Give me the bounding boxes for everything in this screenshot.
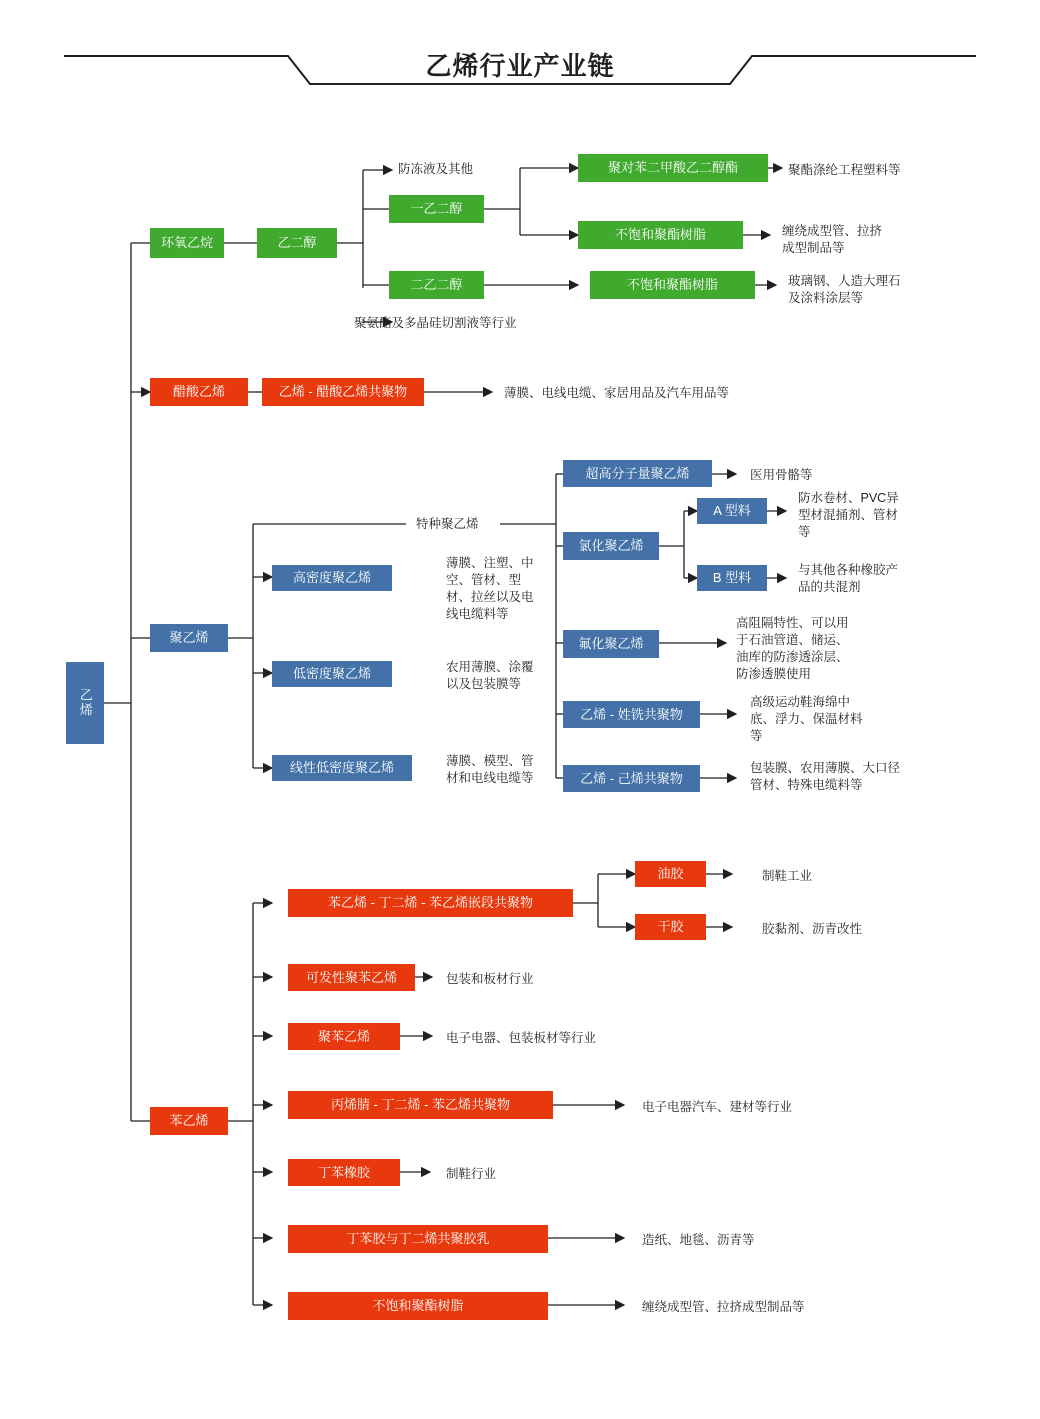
node-upr-styrene[interactable]: 不饱和聚酯树脂 xyxy=(288,1292,548,1320)
node-fluorinated-pe[interactable]: 氟化聚乙烯 xyxy=(563,630,659,658)
label-lldpe-products: 薄膜、模型、管材和电线电缆等 xyxy=(446,754,534,785)
label-upr-1-products: 缠绕成型管、拉挤成型制品等 xyxy=(782,224,883,255)
node-mono-ethylene-glycol[interactable]: 一乙二醇 xyxy=(389,195,484,223)
label-ethylene-vinyl-copolymer-products: 高级运动鞋海绵中底、浮力、保温材料等 xyxy=(750,695,863,743)
node-di-ethylene-glycol[interactable]: 二乙二醇 xyxy=(389,271,484,299)
node-styrene[interactable]: 苯乙烯 xyxy=(150,1107,228,1135)
node-polyethylene[interactable]: 聚乙烯 xyxy=(150,624,228,652)
node-upr-2[interactable]: 不饱和聚酯树脂 xyxy=(590,271,755,299)
label-eva-products: 薄膜、电线电缆、家居用品及汽车用品等 xyxy=(504,386,730,400)
node-ethylene-vinyl-copolymer[interactable]: 乙烯 - 姓铣共聚物 xyxy=(563,701,700,728)
label-fluorinated-pe-products: 高阻隔特性、可以用于石油管道、储运、油库的防渗透涂层、防渗透膜使用 xyxy=(736,616,849,681)
node-eva-copolymer[interactable]: 乙烯 - 醋酸乙烯共聚物 xyxy=(262,378,424,406)
node-sbr[interactable]: 丁苯橡胶 xyxy=(288,1159,400,1186)
node-specialty-pe[interactable]: 特种聚乙烯 xyxy=(416,516,479,531)
node-lldpe[interactable]: 线性低密度聚乙烯 xyxy=(272,755,412,781)
label-ps-products: 电子电器、包装板材等行业 xyxy=(446,1031,597,1045)
node-ethylene-glycol[interactable]: 乙二醇 xyxy=(257,228,337,258)
label-ldpe-products: 农用薄膜、涂覆以及包装膜等 xyxy=(446,660,534,691)
node-ethylene-hexene-copolymer[interactable]: 乙烯 - 己烯共聚物 xyxy=(563,765,700,792)
label-antifreeze: 防冻液及其他 xyxy=(398,161,474,176)
node-ps[interactable]: 聚苯乙烯 xyxy=(288,1023,400,1050)
node-upr-1[interactable]: 不饱和聚酯树脂 xyxy=(578,221,743,249)
node-ethylene-oxide[interactable]: 环氧乙烷 xyxy=(150,228,224,258)
node-sbr-latex[interactable]: 丁苯胶与丁二烯共聚胶乳 xyxy=(288,1225,548,1253)
label-uhmwpe-products: 医用骨骼等 xyxy=(750,468,813,482)
node-type-b[interactable]: B 型料 xyxy=(697,565,767,591)
page-title: 乙烯行业产业链 xyxy=(425,51,615,81)
node-type-a[interactable]: A 型料 xyxy=(697,498,767,524)
label-hdpe-products: 薄膜、注塑、中空、管材、型材、拉丝以及电线电缆料等 xyxy=(446,556,534,621)
node-oil-gel[interactable]: 油胶 xyxy=(635,861,706,887)
node-ldpe[interactable]: 低密度聚乙烯 xyxy=(272,661,392,687)
label-abs-products: 电子电器汽车、建材等行业 xyxy=(642,1100,793,1114)
node-pet[interactable]: 聚对苯二甲酸乙二醇酯 xyxy=(578,154,768,182)
node-sbs[interactable]: 苯乙烯 - 丁二烯 - 苯乙烯嵌段共聚物 xyxy=(288,889,573,917)
label-polyurethane-silicon: 聚氨酯及多晶硅切割液等行业 xyxy=(354,315,517,330)
label-upr-2-products: 玻璃钢、人造大理石及涂料涂层等 xyxy=(788,274,901,305)
node-uhmwpe[interactable]: 超高分子量聚乙烯 xyxy=(563,460,712,487)
label-upr-styrene-products: 缠绕成型管、拉挤成型制品等 xyxy=(642,1300,805,1314)
label-sbr-products: 制鞋行业 xyxy=(446,1167,497,1181)
label-eps-products: 包装和板材行业 xyxy=(446,972,534,986)
node-eps[interactable]: 可发性聚苯乙烯 xyxy=(288,964,415,991)
label-oil-gel-products: 制鞋工业 xyxy=(762,869,813,883)
label-type-b-products: 与其他各种橡胶产品的共混剂 xyxy=(798,563,899,594)
node-dry-gel[interactable]: 干胶 xyxy=(635,914,706,940)
label-sbr-latex-products: 造纸、地毯、沥青等 xyxy=(642,1233,755,1247)
label-dry-gel-products: 胶黏剂、沥青改性 xyxy=(762,922,863,936)
label-ethylene-hexene-copolymer-products: 包装膜、农用薄膜、大口径管材、特殊电缆料等 xyxy=(750,761,901,792)
node-abs[interactable]: 丙烯腈 - 丁二烯 - 苯乙烯共聚物 xyxy=(288,1091,553,1119)
node-root-ethylene[interactable]: 乙烯 xyxy=(66,662,104,744)
node-vinyl-acetate[interactable]: 醋酸乙烯 xyxy=(150,378,248,406)
node-chlorinated-pe[interactable]: 氯化聚乙烯 xyxy=(563,532,659,560)
label-type-a-products: 防水卷材、PVC异型材混捅剂、管材等 xyxy=(798,491,899,539)
label-pet-products: 聚酯涤纶工程塑料等 xyxy=(788,163,901,177)
node-hdpe[interactable]: 高密度聚乙烯 xyxy=(272,565,392,591)
